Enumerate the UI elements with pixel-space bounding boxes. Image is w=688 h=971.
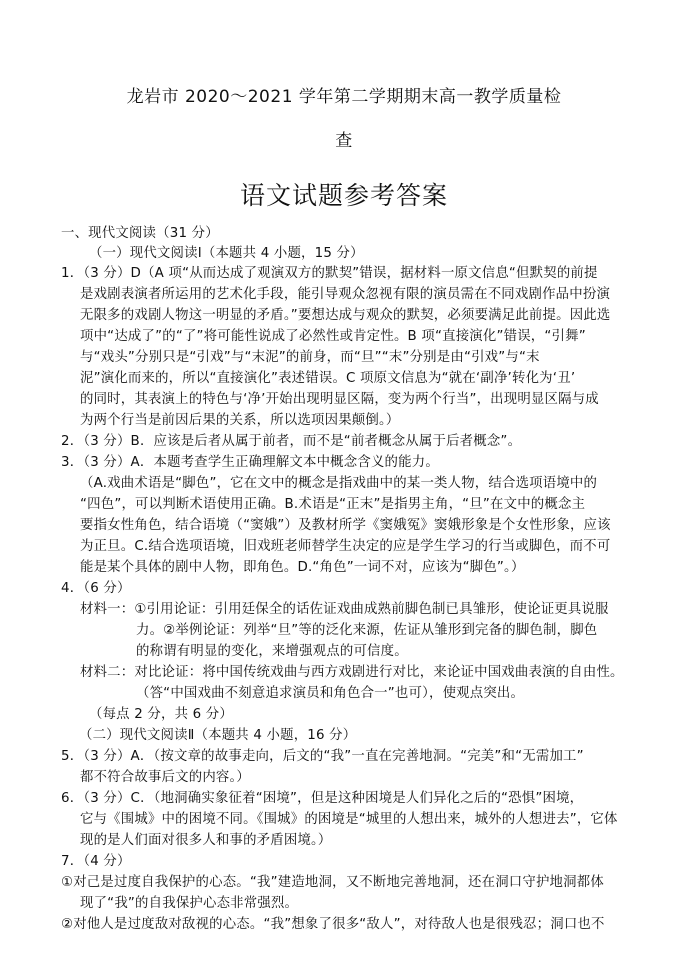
answer-line: 要指女性角色，结合语境（“窦娥”）及教材所学《窦娥冤》窦娥形象是个女性形象，应该 — [80, 518, 611, 533]
answer-line: 为两个行当是前因后果的关系，所以选项因果颠倒。） — [80, 413, 400, 428]
answer-line: 力。②举例论证：列举“旦”等的泛化来源，佐证从雏形到完备的脚色制，脚色 — [136, 623, 598, 638]
answer-line: 材料二：对比论证：将中国传统戏曲与西方戏剧进行对比，来论证中国戏曲表演的自由性。 — [80, 665, 624, 680]
answer-line: 材料一：①引用论证：引用廷保全的话佐证戏曲成熟前脚色制已具雏形，使论证更具说服 — [80, 602, 609, 617]
answer-line: （每点 2 分，共 6 分） — [89, 707, 233, 722]
answer-line: 的称谓有明显的变化，来增强观点的可信度。 — [136, 644, 408, 659]
answer-line: 的同时，其表演上的特色与‘净’开始出现明显区隔，变为两个行当”，出现明显区隔与成 — [80, 392, 599, 407]
answer-line: 是戏剧表演者所运用的艺术化手段，能引导观众忽视有限的演员需在不同戏剧作品中扮演 — [80, 287, 611, 302]
answer-key-title: 语文试题参考答案 — [239, 181, 448, 210]
answer-line: 3．（3 分）A．本题考查学生正确理解文本中概念含义的能力。 — [61, 455, 439, 470]
answer-line: 为正旦。C.结合选项语境，旧戏班老师替学生决定的应是学生学习的行当或脚色，而不可 — [80, 539, 611, 554]
answer-line: 都不符合故事后文的内容。） — [80, 770, 250, 785]
answer-line: 7．（4 分） — [61, 854, 131, 869]
answer-line: 1．（3 分）D（A 项“从而达成了观演双方的默契”错误，据材料一原文信息“但默契的前提 — [61, 266, 598, 281]
answer-line: 无限多的戏剧人物这一明显的矛盾。”要想达成与观众的默契，必须要满足此前提。因此选 — [80, 308, 611, 323]
answer-line: 现的是人们面对很多人和事的矛盾困境。） — [80, 833, 332, 848]
answer-line: （A.戏曲术语是“脚色”，它在文中的概念是指戏曲中的某一类人物，结合选项语境中的 — [80, 476, 598, 491]
exam-title-continued: 查 — [335, 131, 353, 151]
answer-line: 6．（3 分）C．（地洞确实象征着“困境”，但是这种困境是人们异化之后的“恐惧”困境， — [61, 791, 584, 806]
section-heading: 一、现代文阅读（31 分） — [61, 226, 219, 241]
answer-line: 泥”演化而来的，所以“直接演化”表述错误。C 项原文信息为“就在‘副净’转化为‘丑’ — [80, 371, 576, 386]
answer-line: 5．（3 分）A．（按文章的故事走向，后文的“我”一直在完善地洞。“完美”和“无需加工” — [61, 749, 584, 764]
answer-line: ②对他人是过度敌对敌视的心态。“我”想象了很多“敌人”，对待敌人也是很残忍；洞口也不 — [61, 917, 605, 932]
answer-line: 项中“达成了”的“了”将可能性说成了必然性或肯定性。B 项“直接演化”错误，“引舞” — [80, 329, 586, 344]
answer-line: 2．（3 分）B．应该是后者从属于前者，而不是“前者概念从属于后者概念”。 — [61, 434, 522, 449]
exam-title: 龙岩市 2020～2021 学年第二学期期末高一教学质量检 — [126, 87, 562, 107]
answer-line: 现了“我”的自我保护心态非常强烈。 — [80, 896, 299, 911]
answer-line: 能是某个具体的剧中人物，即角色。D.“角色”一词不对，应该为“脚色”。） — [80, 560, 525, 575]
answer-line: “四色”，可以判断术语使用正确。B.术语是“正末”是指男主角，“旦”在文中的概念主 — [80, 497, 586, 512]
answer-line: ①对己是过度自我保护的心态。“我”建造地洞，又不断地完善地洞，还在洞口守护地洞都体 — [61, 875, 604, 890]
subsection-heading: （二）现代文阅读Ⅱ（本题共 4 小题，16 分） — [79, 728, 357, 743]
subsection-heading: （一）现代文阅读Ⅰ（本题共 4 小题，15 分） — [89, 246, 364, 261]
answer-line: 4．（6 分） — [61, 581, 131, 596]
answer-line: 与“戏头”分别只是“引戏”与“末泥”的前身，而“旦”“末”分别是由“引戏”与“末 — [80, 350, 540, 365]
answer-line: （答“中国戏曲不刻意追求演员和角色合一”也可），使观点突出。 — [136, 686, 525, 701]
answer-line: 它与《围城》中的困境不同。《围城》的困境是“城里的人想出来，城外的人想进去”，它体 — [80, 812, 618, 827]
